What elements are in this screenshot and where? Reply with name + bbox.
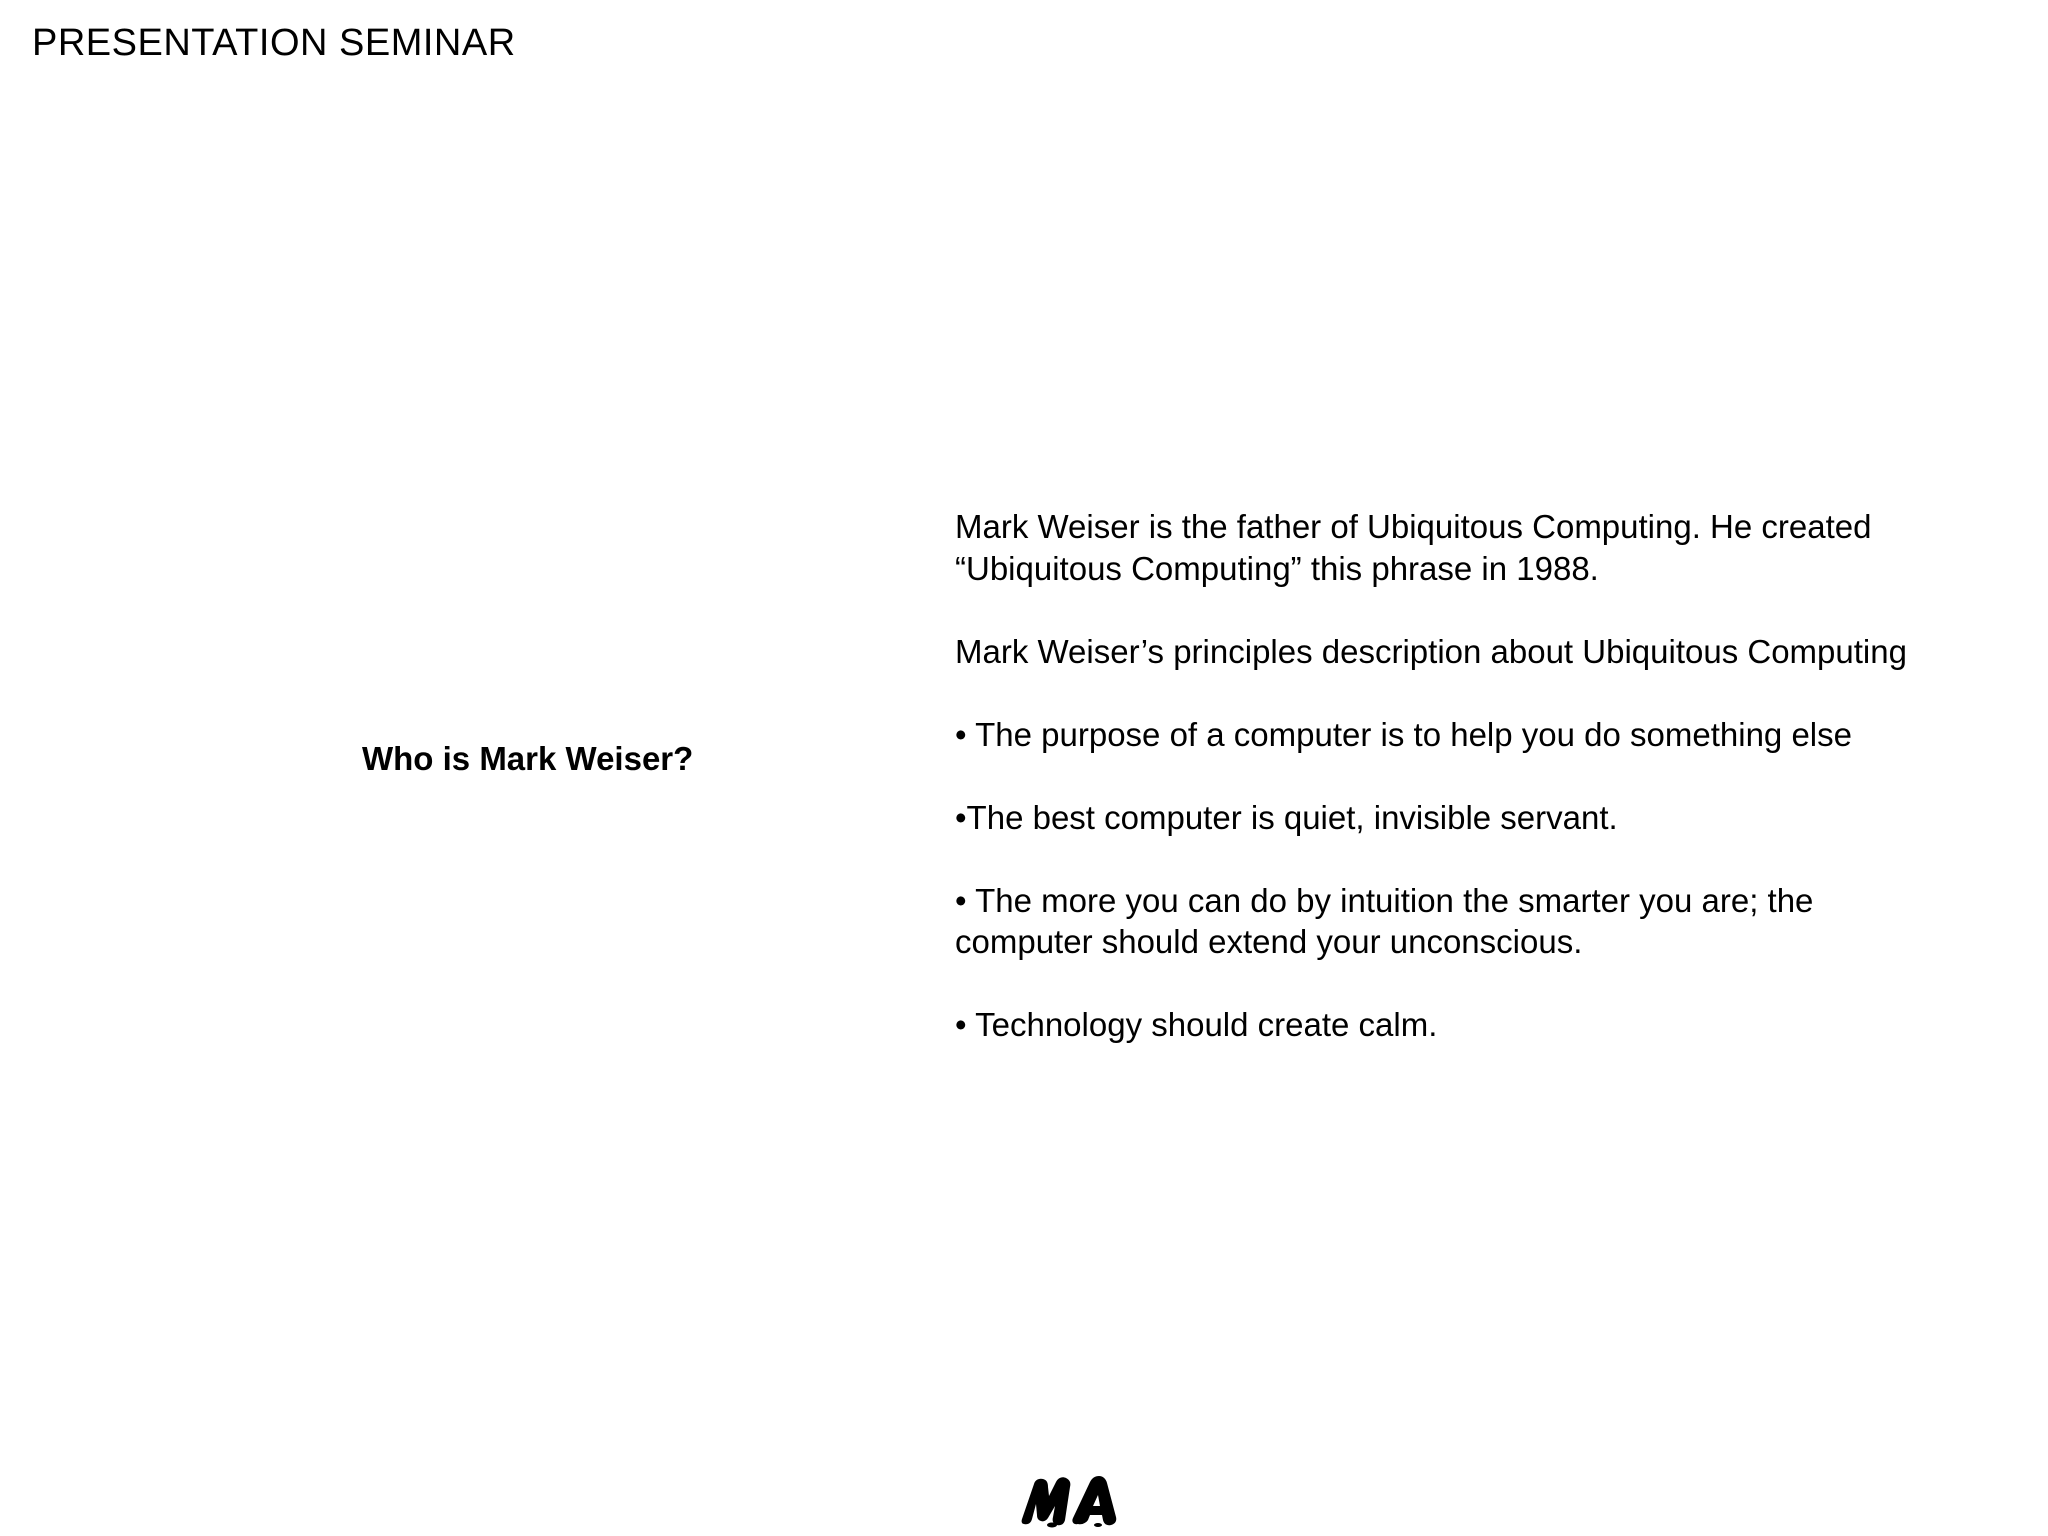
- principle-item: • The purpose of a computer is to help you do something else: [955, 715, 1852, 753]
- slide-body: [955, 506, 1955, 1087]
- principles-intro: Mark Weiser’s principles description about Ubiquitous Computing: [955, 632, 1907, 670]
- ma-logo-icon: [1020, 1470, 1135, 1528]
- slide-heading: Who is Mark Weiser?: [362, 740, 694, 777]
- principle-item: • Technology should create calm.: [955, 1006, 1438, 1043]
- principle-item: •The best computer is quiet, invisible servant.: [955, 798, 1618, 836]
- presentation-title: PRESENTATION SEMINAR: [32, 22, 516, 64]
- intro-paragraph: Mark Weiser is the father of Ubiquitous Computing. He created “Ubiquitous Computing” this phrase in 1988.: [955, 508, 1872, 587]
- principle-item: • The more you can do by intuition the smarter you are; the computer should extend your unconscious.: [955, 881, 1814, 960]
